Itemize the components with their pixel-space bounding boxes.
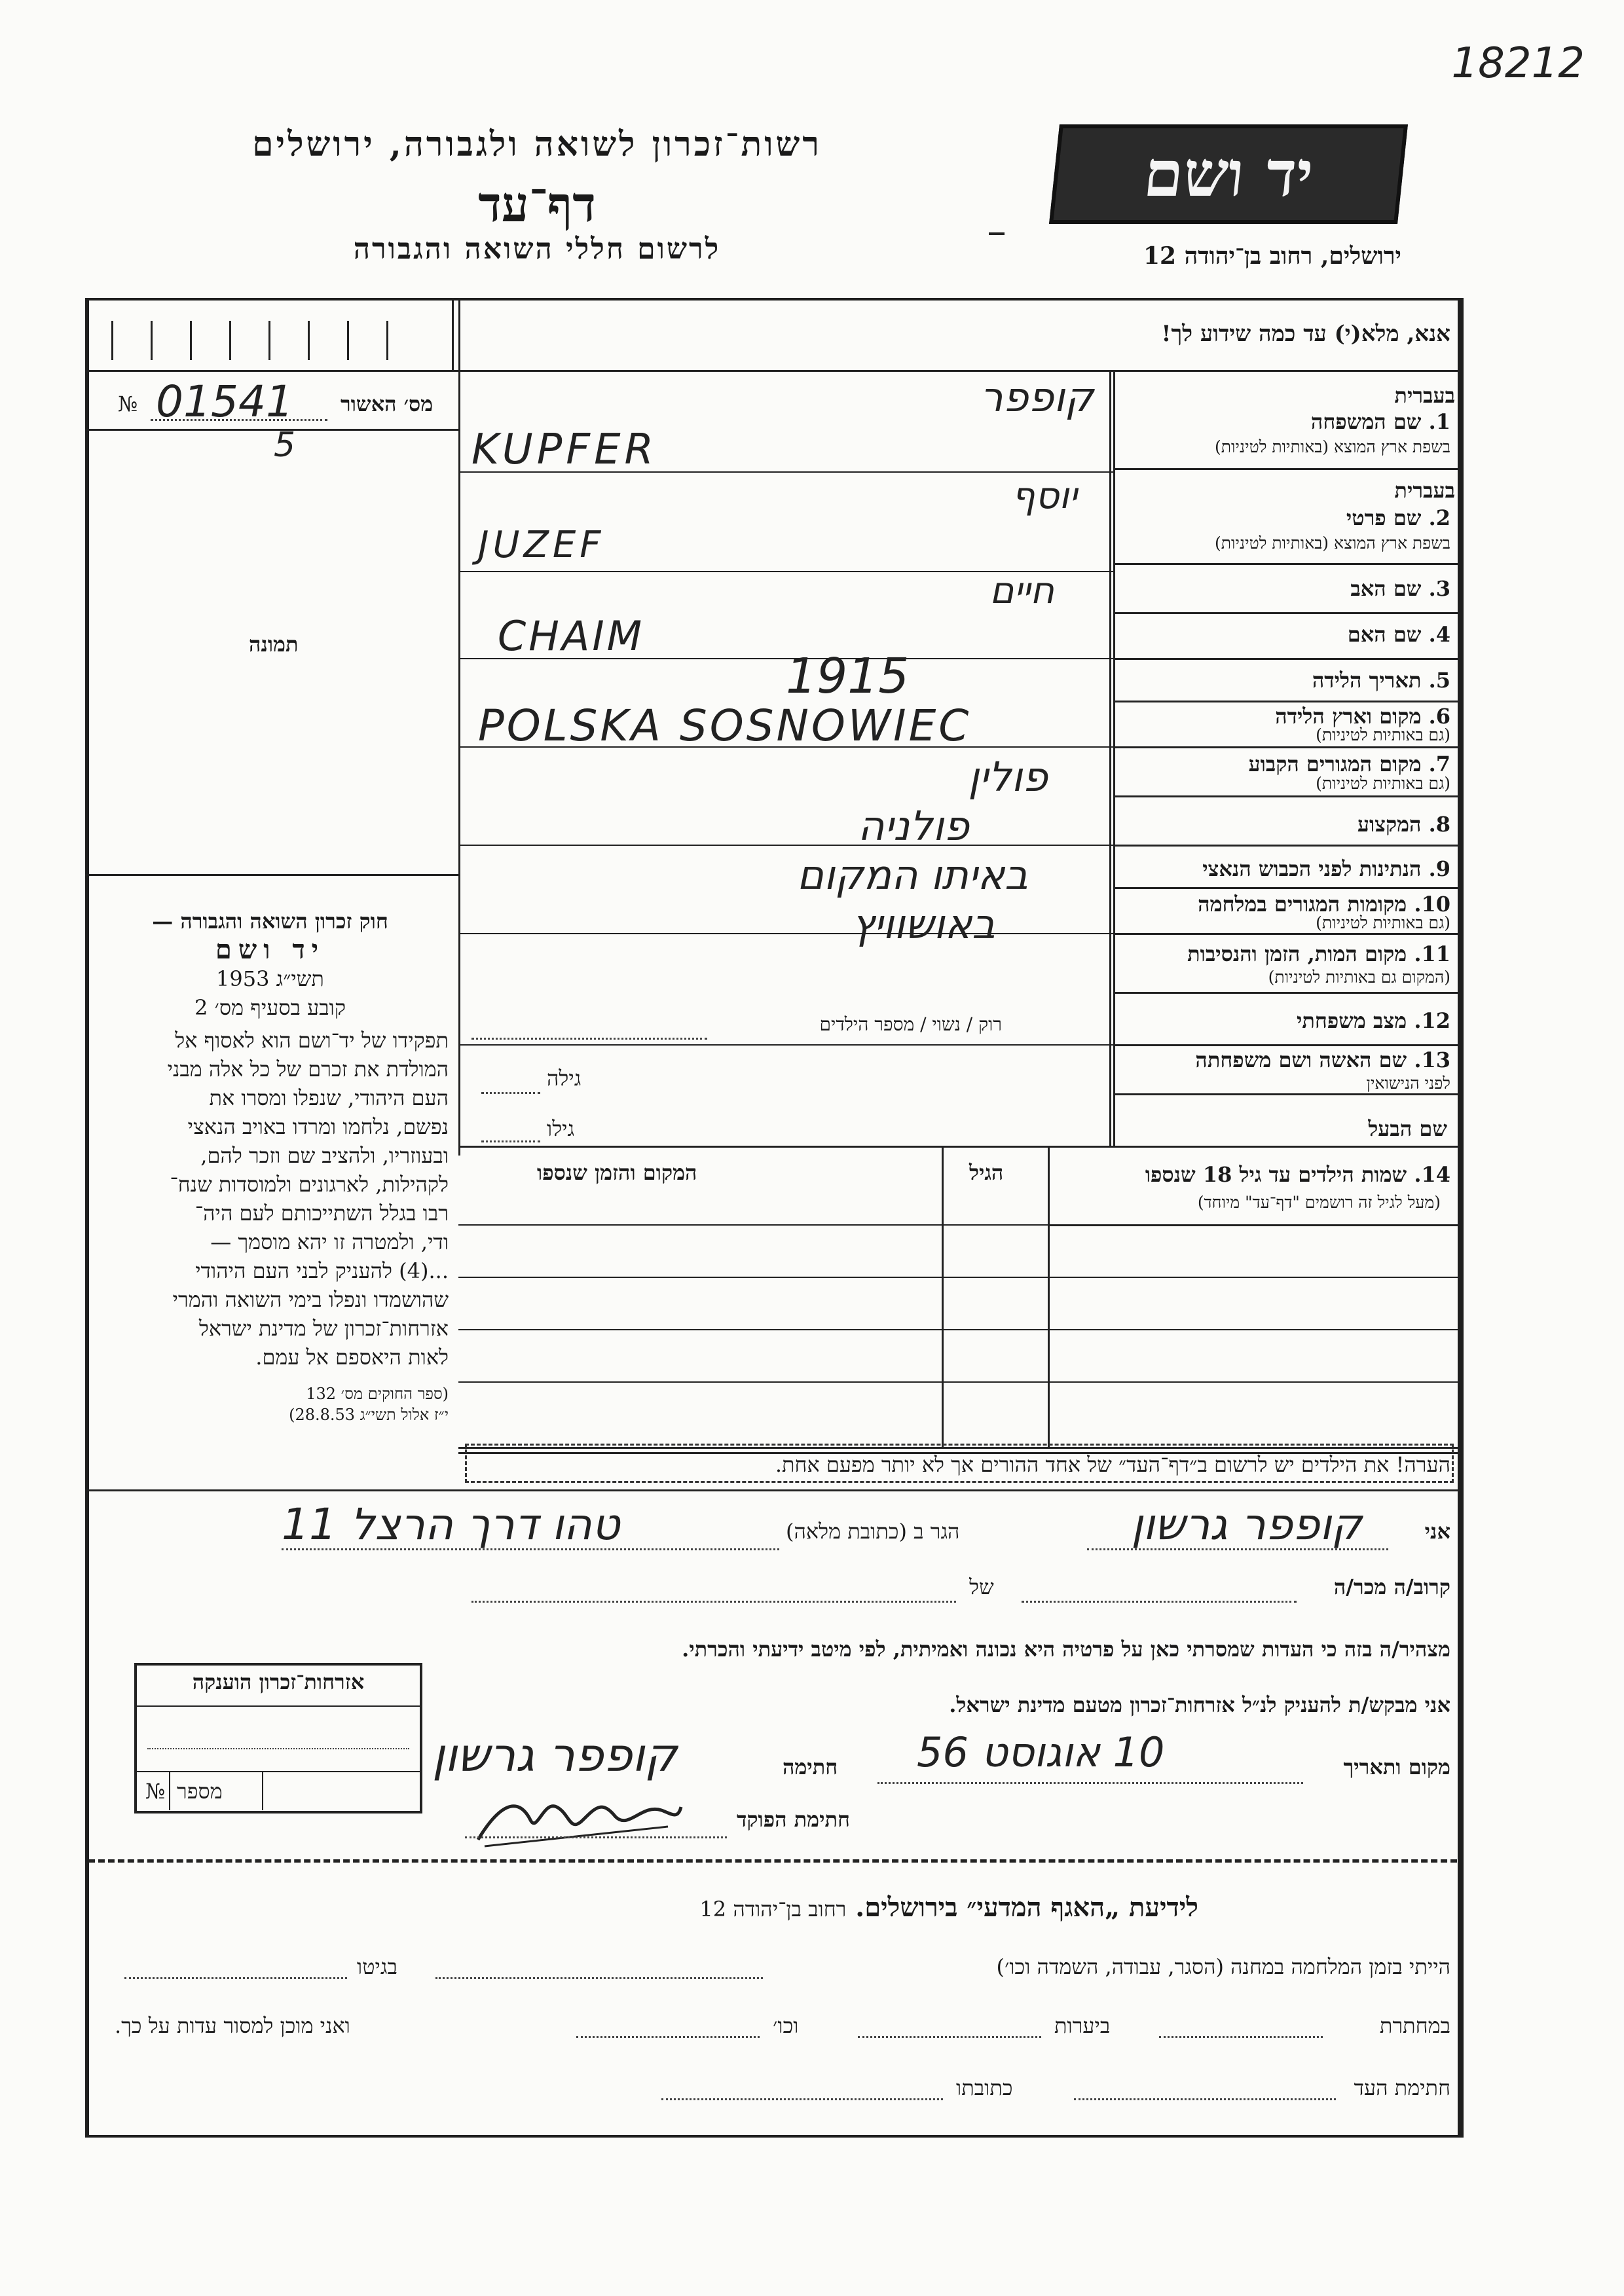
instruction: אנא, מלא(י) עד כמה שידוע לך! <box>1161 321 1450 347</box>
field-6-label: מקום וארץ הלידה <box>1275 704 1422 729</box>
officer-signature <box>471 1781 688 1853</box>
field-2-sub: בשפת ארץ המוצא (באותיות לטיניות) <box>1215 534 1450 553</box>
note-text: הערה! את הילדים יש לרשום ב״דף־העד״ של אחד ההורים אך לא יותר מפעם אחת. <box>775 1452 1450 1477</box>
approval-number: 01541 <box>156 376 293 427</box>
authority-title: רשות־זכרון לשואה ולגבורה, ירושלים <box>252 124 822 164</box>
field-9-number: 9. <box>1428 856 1450 881</box>
field-1-label: שם המשפחה <box>1310 409 1422 434</box>
field-3-number: 3. <box>1428 576 1450 601</box>
yad-vashem-logo: יד ושם <box>1049 124 1408 224</box>
form-subtitle: לרשום חללי השואה והגבורה <box>353 232 721 266</box>
law-line-9: ...(4) להעניק לבני העם היהודי <box>195 1258 449 1283</box>
field-8-label: המקצוע <box>1357 812 1422 837</box>
field-1-hebrew-value: קופפר <box>980 373 1094 421</box>
decl-date-value: 10 אוגוסט 56 <box>917 1728 1165 1776</box>
field-13-number: 13. <box>1414 1048 1450 1072</box>
footer-title-text: לידיעת „האגף המדעי״ בירושלים. <box>855 1892 1198 1923</box>
field-3-value: חיים <box>989 570 1054 612</box>
decl-officer-label: חתימת הפוקד <box>737 1807 850 1832</box>
law-ref-2: י״ז אלול תשי״ג 28.8.53) <box>289 1406 449 1424</box>
approval-fraction: 5 <box>274 426 296 465</box>
law-line-8: ודי, ולמטרה זו יהא מוסמך — <box>210 1230 449 1254</box>
law-line-7: רבו בגלל השתייכותם לעם היה־ <box>194 1201 449 1226</box>
footer-address: רחוב בן־יהודה 12 <box>699 1897 847 1922</box>
field-7-sub: (גם באותיות לטיניות) <box>1316 774 1450 793</box>
field-2-hebrew-value: יוסף <box>1012 475 1077 517</box>
archive-number: 18212 <box>1451 39 1585 88</box>
field-2-number: 2. <box>1428 505 1450 530</box>
decl-request: אני מבקש/ת להעניק לנ״ל אזרחות־זכרון מטעם מדינת ישראל. <box>949 1692 1450 1717</box>
field-9-value: באיתו המקום <box>796 851 1028 899</box>
law-line-10: שהושמדו ונפלו בימי השואה והמרי <box>172 1287 449 1312</box>
field-1-number: 1. <box>1428 409 1450 434</box>
field-5-number: 5. <box>1428 668 1450 693</box>
law-ref-1: (ספר החוקים מס׳ 132 <box>306 1385 449 1403</box>
col-age: הגיל <box>969 1160 1004 1185</box>
field-9-label: הנתינות לפני הכבוש הנאצי <box>1202 856 1422 881</box>
decl-signature-label: חתימה <box>783 1755 838 1779</box>
law-line-6: לקהילות, לארגונים ולמוסדות שנח־ <box>170 1172 449 1197</box>
decl-i-label: אני <box>1424 1519 1450 1544</box>
law-sidebar <box>92 907 449 1425</box>
field-5-value: 1915 <box>786 648 910 704</box>
law-title: חוק זכרון השואה והגבורה — <box>152 909 388 934</box>
decl-place-date-label: מקום ותאריך <box>1343 1755 1450 1779</box>
field-8-number: 8. <box>1428 812 1450 837</box>
field-11-number: 11. <box>1414 941 1450 966</box>
footer-line1-b: בגיטו <box>357 1954 397 1979</box>
law-name: יד ושם <box>215 934 325 965</box>
field-8-value: פולניה <box>857 802 969 850</box>
field-3-label: שם האב <box>1350 576 1422 601</box>
field-6-value: POLSKA SOSNOWIEC <box>478 701 972 751</box>
footer-line1-a: הייתי בזמן המלחמה במחנה (הסגר, עבודה, השמדה וכו׳) <box>996 1954 1450 1979</box>
law-line-11: אזרחות־זכרון של מדינת ישראל <box>198 1316 449 1341</box>
field-12-options: רוק / נשוי / מספר הילדים <box>819 1013 1002 1035</box>
field-1-latin-value: KUPFER <box>471 426 657 474</box>
col-place-time: המקום והזמן שנספו <box>537 1160 697 1185</box>
field-2-latin-value: JUZEF <box>478 524 605 566</box>
approval-no-mark: № <box>118 392 138 416</box>
field-11-sub: (המקום גם באותיות לטיניות) <box>1268 968 1450 987</box>
footer-line3-a: חתימת העד <box>1354 2075 1450 2100</box>
field-1-sub: בשפת ארץ המוצא (באותיות לטיניות) <box>1215 437 1450 456</box>
field-6-number: 6. <box>1428 704 1450 729</box>
field-13-age-label: גילה <box>547 1066 581 1091</box>
field-10-sub: (גם באותיות לטיניות) <box>1316 913 1450 932</box>
field-4-number: 4. <box>1428 622 1450 647</box>
decl-witness-name: קופפר גרשון <box>1131 1499 1362 1550</box>
photo-label: תמונה <box>249 632 299 657</box>
approval-label: מס׳ האשור <box>341 392 434 416</box>
field-7-number: 7. <box>1428 752 1450 776</box>
decl-of-label: של <box>969 1575 994 1599</box>
footer-line2-d: ואני מוכן למסור עדות על כך. <box>115 2013 350 2038</box>
field-7-label: מקום המגורים הקבוע <box>1248 752 1422 776</box>
field-14-number: 14. <box>1414 1162 1450 1187</box>
citizenship-no-mark: № <box>145 1779 166 1804</box>
husband-label: שם הבעל <box>1368 1116 1447 1141</box>
law-section: קובע בסעיף מס׳ 2 <box>194 995 346 1020</box>
citizenship-title: אזרחות־זכרון הוענקה <box>192 1669 365 1694</box>
field-14-label: שמות הילדים עד גיל 18 שנספו <box>1145 1162 1407 1187</box>
law-line-1: תפקידו של יד־ושם הוא לאסוף אל <box>175 1028 449 1053</box>
field-1-hebrew-tag: בעברית <box>1394 383 1455 408</box>
field-14-sub: (מעל לגיל זה רושמים "דף־עד" מיוחד) <box>1197 1193 1441 1212</box>
form-title: דף־עד <box>478 177 596 233</box>
field-11-label: מקום המות, הזמן והנסיבות <box>1187 941 1407 966</box>
field-2-label: שם פרטי <box>1346 505 1422 530</box>
decl-signature-value: קופפר גרשון <box>432 1728 678 1782</box>
law-year: 1953 <box>216 966 270 991</box>
tear-line <box>88 1859 1457 1863</box>
husband-age-label: גילו <box>547 1116 575 1141</box>
footer-title <box>699 1892 1198 1923</box>
law-line-3: העם היהודי, שנפלו ומסרו את <box>209 1085 449 1110</box>
footer-line2-a: במחתרת <box>1379 2013 1450 2038</box>
tick-marks <box>92 308 458 373</box>
law-year-heb: תשי״ג <box>276 966 324 991</box>
field-2-hebrew-tag: בעברית <box>1394 478 1455 503</box>
address: ירושלים, רחוב בן־יהודה 12 <box>1143 242 1401 270</box>
decl-statement: מצהיר/ה בזה כי העדות שמסרתי כאן על פרטיה היא נכונה ואמיתית, לפי מיטב ידיעתי והכרתי. <box>682 1637 1450 1662</box>
field-5-label: תאריך הלידה <box>1312 668 1422 693</box>
law-line-4: נפשם, נלחמו ומרדו באויב הנאצי <box>187 1114 449 1139</box>
field-10-value: באושוויץ <box>851 900 995 948</box>
law-line-2: המולדת את זכרם של כל אלה מבני <box>167 1057 449 1082</box>
field-4-value: CHAIM <box>498 612 645 660</box>
header-mark <box>989 232 1005 235</box>
law-line-12: לאות היאספם אל עמם. <box>255 1345 449 1370</box>
field-13-sub: לפני הנישואין <box>1366 1074 1450 1093</box>
field-12-number: 12. <box>1414 1008 1450 1033</box>
field-4-label: שם האם <box>1347 622 1422 647</box>
decl-relative-label: קרוב/ה מכר/ה <box>1333 1575 1450 1599</box>
law-line-5: ובעוזריו, ולהציב שם וזכר להם, <box>200 1143 449 1168</box>
footer-line2-b: ביערות <box>1054 2013 1111 2038</box>
decl-resides-label: הגר ב (כתובת מלאה) <box>786 1519 960 1544</box>
field-13-label: שם האשה ושם משפחתה <box>1195 1048 1407 1072</box>
field-12-label: מצב משפחתי <box>1297 1008 1407 1033</box>
footer-line2-c: וכו׳ <box>773 2013 799 2038</box>
field-7-value: פולין <box>968 753 1048 801</box>
decl-address-value: טהו דרך הרצל 11 <box>282 1499 620 1550</box>
footer-line3-b: כתובתו <box>956 2075 1013 2100</box>
field-10-number: 10. <box>1414 892 1450 917</box>
citizenship-number-label: מספר <box>177 1779 223 1804</box>
field-10-label: מקומות המגורים במלחמה <box>1198 892 1407 917</box>
field-6-sub: (גם באותיות לטיניות) <box>1316 725 1450 744</box>
